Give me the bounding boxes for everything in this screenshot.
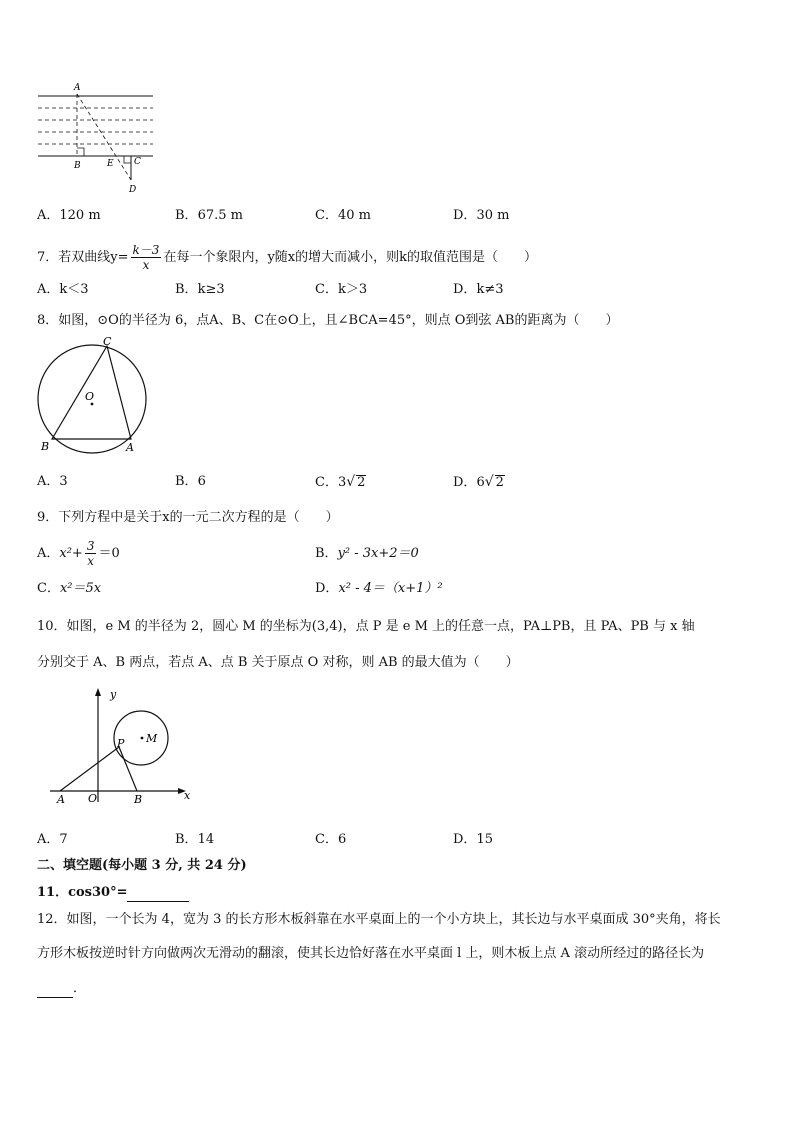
q12-line2: 方形木板按逆时针方向做两次无滑动的翻滚，使其长边恰好落在水平桌面 l 上，则木板上点 A 滚动所经过的路径长为 [37,946,705,961]
q12-answer-blank[interactable] [37,983,73,998]
q10-option-d[interactable]: D．15 [453,832,493,847]
q11-stem: 11．cos30°= [37,884,189,902]
q8-figure [34,336,152,458]
q8-label-o: O [85,390,95,403]
q10-option-a[interactable]: A．7 [37,832,68,847]
q7-option-c[interactable]: C．k＞3 [315,282,368,297]
q10-label-a: A [57,793,65,806]
q11-answer-blank[interactable] [127,887,189,902]
q8-option-c[interactable]: C．3√ 2 [315,474,366,490]
q9-option-c[interactable]: C．x²＝5x [37,581,102,596]
q10-figure [46,686,196,808]
q10-option-b[interactable]: B．14 [175,832,215,847]
q10-label-m: M [146,732,158,745]
q10-label-b: B [134,793,143,806]
q8-label-b: B [41,440,50,453]
section-title-fill-in: 二、填空题(每小题 3 分, 共 24 分) [37,858,247,873]
q9-stem: 9．下列方程中是关于x的一元二次方程的是（ ） [37,510,339,525]
q8-label-c: C [103,336,112,348]
q12-line3: ． [37,980,86,998]
q6-label-d: D [129,185,137,195]
q6-label-b: B [74,161,81,171]
q6-option-c[interactable]: C．40 m [315,208,371,223]
q8-label-a: A [126,441,134,454]
q7-option-d[interactable]: D．k≠3 [453,282,504,297]
q7-option-b[interactable]: B．k≥3 [175,282,225,297]
q6-option-d[interactable]: D．30 m [453,208,510,223]
q7-stem: 7．若双曲线y= $\frac{k-3}{x}$ 在每一个象限内，y随x的增大而减小，则k的取值范围是（ ） [37,243,537,272]
q10-stem-line2: 分别交于 A、B 两点，若点 A、点 B 关于原点 O 对称，则 AB 的最大值为（ ） [37,655,519,670]
q6-option-a[interactable]: A．120 m [37,208,101,223]
q8-option-b[interactable]: B．6 [175,474,206,489]
q6-option-b[interactable]: B．67.5 m [175,208,243,223]
q6-figure [36,80,158,196]
q12-line1: 12．如图，一个长为 4，宽为 3 的长方形木板斜靠在水平桌面上的一个小方块上，其长边与水平桌面成 30°夹角，将长 [37,912,721,927]
q10-option-c[interactable]: C．6 [315,832,347,847]
q6-label-e: E [107,159,114,169]
q8-option-a[interactable]: A．3 [37,474,68,489]
q8-option-d[interactable]: D．6√ 2 [453,474,504,490]
q9-option-d[interactable]: D．x² - 4＝（x+1）² [315,581,443,596]
q9-option-a[interactable]: A．x²+ $\frac{3}{x}$ ＝0 [37,539,120,568]
q8-stem: 8．如图，⊙O的半径为 6，点A、B、C在⊙O上，且∠BCA=45°，则点 O到弦 AB的距离为（ ） [37,313,619,328]
q7-option-a[interactable]: A．k＜3 [37,282,89,297]
q9-option-b[interactable]: B．y² - 3x+2＝0 [315,546,419,561]
q7-fraction: $\frac{k-3}{x}$ [132,243,160,272]
q6-label-c: C [134,157,141,167]
q10-label-o: O [88,792,98,805]
q10-stem-line1: 10．如图，e M 的半径为 2，圆心 M 的坐标为(3,4)，点 P 是 e M 上的任意一点，PA⊥PB，且 PA、PB 与 x 轴 [37,619,695,634]
q6-label-a: A [74,83,81,93]
q10-label-y: y [110,688,117,701]
q10-label-x: x [184,789,191,802]
q10-label-p: P [117,737,125,750]
